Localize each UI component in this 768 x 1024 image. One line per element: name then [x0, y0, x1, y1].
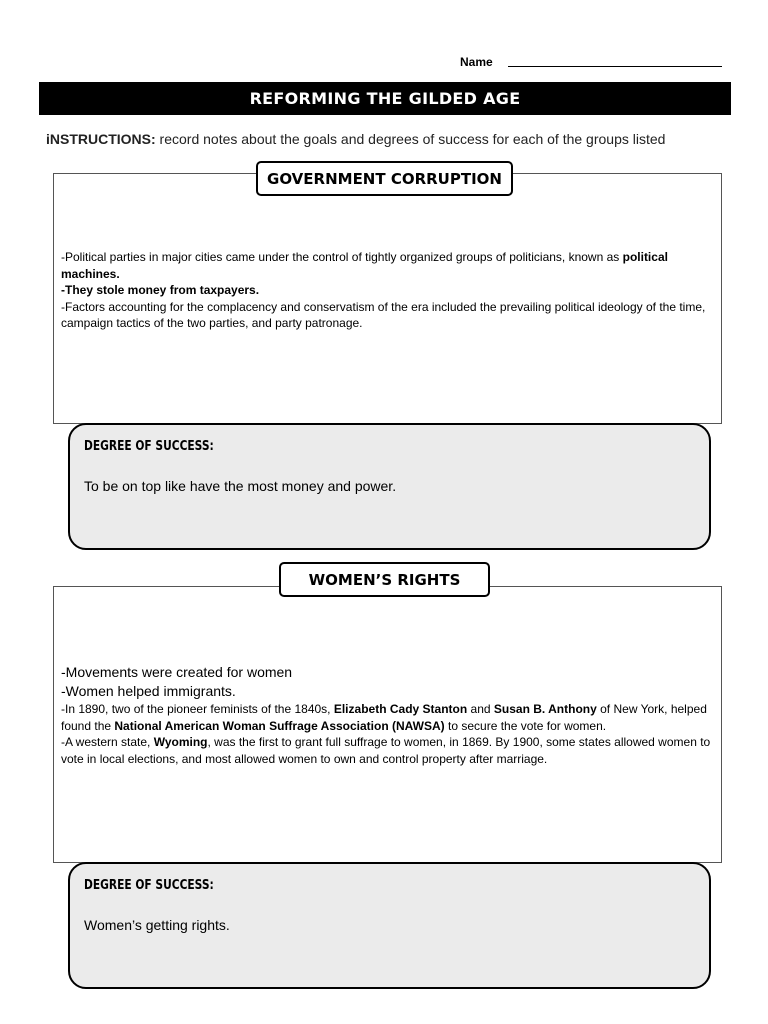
note-line [61, 299, 713, 332]
note-text: -A western state, [61, 735, 154, 749]
note-line [61, 682, 715, 701]
success-box-womens-rights [68, 862, 711, 989]
note-text: -Factors accounting for the complacency and conservatism of the era included the prevailing political ideology of the time, campaign tactics of the two parties, and party patronage. [61, 299, 706, 330]
note-text: -Movements were created for women [61, 664, 293, 680]
note-bold-text: Wyoming [153, 735, 208, 749]
success-label: DEGREE OF SUCCESS: [84, 439, 214, 454]
note-line [61, 663, 715, 682]
success-box-government [68, 423, 711, 550]
notes-government [61, 249, 713, 332]
name-line[interactable] [508, 66, 722, 67]
name-label: Name [460, 55, 493, 69]
success-text: To be on top like have the most money and power. [84, 478, 397, 494]
success-text: Women’s getting rights. [84, 917, 230, 933]
note-bold-text: Elizabeth Cady Stanton [333, 702, 468, 716]
instructions-label: iNSTRUCTIONS: [46, 131, 156, 147]
success-label: DEGREE OF SUCCESS: [84, 878, 214, 893]
page-title: REFORMING THE GILDED AGE [39, 82, 731, 115]
note-bold-text: National American Woman Suffrage Association (NAWSA) [114, 718, 445, 733]
note-text: -Women helped immigrants. [61, 683, 236, 699]
note-text: -In 1890, two of the pioneer feminists of the 1840s, [61, 702, 334, 716]
notes-womens-rights [61, 663, 715, 767]
note-bold-text: political machines. [61, 250, 668, 281]
note-text: , was the first to grant full suffrage to women, in 1869. By 1900, some states allowed women to vote in local elections, and most allowed women to own and control property after marriage. [61, 735, 711, 766]
note-line [61, 734, 715, 767]
note-line [61, 701, 715, 734]
note-text: of New York, helped found the [61, 702, 707, 733]
note-text: to secure the vote for women. [444, 718, 607, 733]
note-bold-text: -They stole money from taxpayers. [61, 283, 260, 297]
note-text: and [467, 702, 494, 716]
note-text: -Political parties in major cities came under the control of tightly organized groups of politicians, known as [61, 250, 623, 264]
section-heading-womens-rights: WOMEN’S RIGHTS [279, 562, 490, 597]
note-bold-text: Susan B. Anthony [493, 702, 597, 716]
section-heading-government: GOVERNMENT CORRUPTION [256, 161, 513, 196]
instructions-text: record notes about the goals and degrees of success for each of the groups listed [155, 131, 666, 147]
instructions [46, 131, 665, 147]
note-line [61, 282, 713, 299]
note-line [61, 249, 713, 282]
